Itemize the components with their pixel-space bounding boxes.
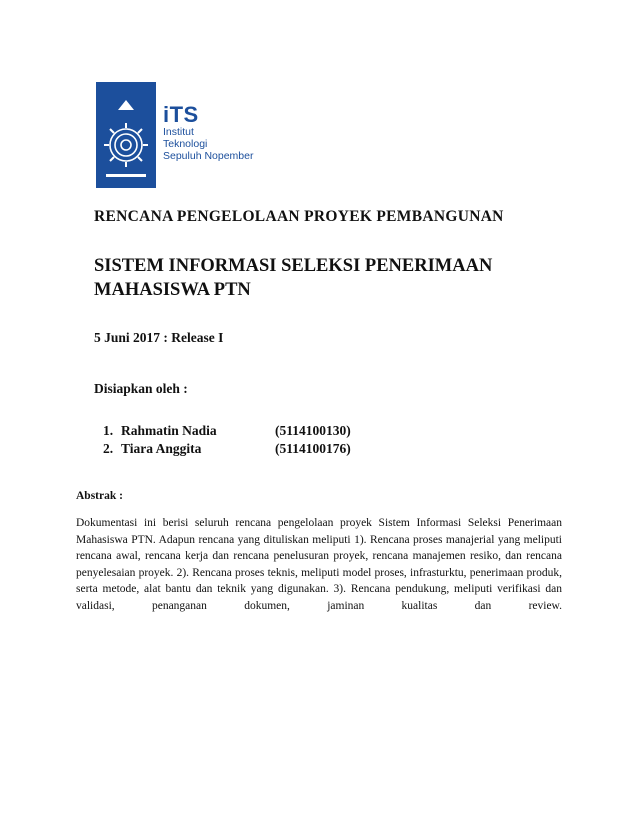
its-emblem-icon	[96, 82, 156, 188]
author-nrp: (5114100130)	[275, 423, 351, 438]
author-name: Tiara Anggita	[121, 441, 202, 456]
prepared-by-label: Disiapkan oleh :	[94, 381, 188, 396]
abstract-label: Abstrak :	[76, 490, 123, 502]
its-wordmark	[163, 104, 253, 162]
author-number: 1.	[103, 423, 114, 438]
document-title-line1: RENCANA PENGELOLAAN PROYEK PEMBANGUNAN	[94, 208, 504, 225]
author-name: Rahmatin Nadia	[121, 423, 217, 438]
its-logo	[96, 82, 254, 188]
abstract-text: Dokumentasi ini berisi seluruh rencana pengelolaan proyek Sistem Informasi Seleksi Penerimaan Mahasiswa PTN. Adapun rencana yang dituliskan meliputi 1). Rencana proses manajerial yang meliputi rencana awal, rencana kerja dan rencana penelusuran proyek, rencana manajemen resiko, dan rencana penyelesaian proyek. 2). Rencana proses teknis, meliputi model proses, infrasturktu, penerimaan produk, serta metode, alat bantu dan teknik yang digunakan. 3). Rencana pendukung, meliputi verifikasi dan validasi, penanganan dokumen, jaminan kualitas dan review.	[76, 517, 562, 612]
its-name-line3: Sepuluh Nopember	[163, 150, 254, 162]
its-name-line2: Teknologi	[163, 138, 208, 150]
its-name-line1: Institut	[163, 126, 194, 138]
author-number: 2.	[103, 441, 114, 456]
document-title-line2: SISTEM INFORMASI SELEKSI PENERIMAAN MAHASISWA PTN	[94, 256, 493, 300]
its-acronym: iTS	[163, 102, 199, 127]
author-nrp: (5114100176)	[275, 441, 351, 456]
release-info: 5 Juni 2017 : Release I	[94, 330, 224, 345]
